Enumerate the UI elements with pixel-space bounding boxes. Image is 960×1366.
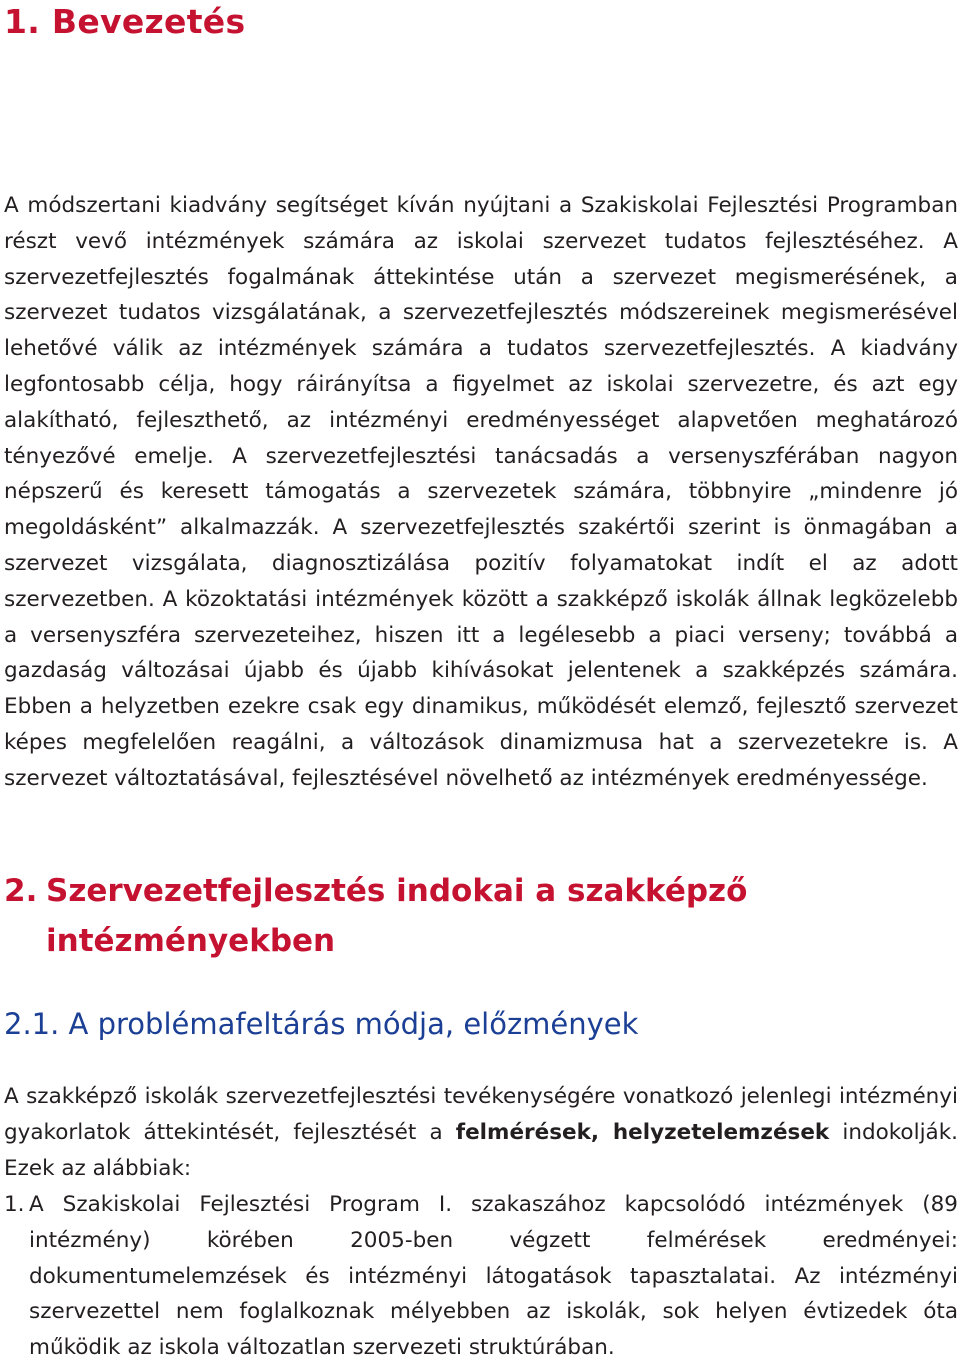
paragraph-text-start: A szakképző iskolák szervezetfejlesztési tevékenységére vonatkozó jelenlegi intézményi gyakorlatok áttekintését, fejlesztését a — [4, 1084, 958, 1145]
section-2-title-line-2: intézményekben — [46, 923, 336, 959]
section-2-title-line-1: Szervezetfejlesztés indokai a szakképző — [46, 873, 748, 909]
section-1-paragraph: A módszertani kiadvány segítséget kíván nyújtani a Szakiskolai Fejlesztési Programban részt vevő intézmények számára az iskolai szervezet tudatos fejlesztéséhez. A szervezetfejlesztés fogalmának áttekintése után a szervezet megismerésének, a szervezet tudatos vizsgálatának, a szervezetfejlesztés módszereinek megismerésével lehetővé válik az intézmények számára a tudatos szervezetfejlesztés. A kiadvány legfontosabb célja, hogy ráirányítsa a figyelmet az iskolai szervezetre, és azt egy alakítható, fejleszthető, az intézményi eredményességet alapvetően meghatározó tényezővé emelje. A szervezetfejlesztési tanácsadás a versenyszférában nagyon népszerű és keresett támogatás a szervezetek számára, többnyire „mindenre jó megoldásként” alkalmazzák. A szervezetfejlesztés szakértői szerint is önmagában a szervezet vizsgálata, diagnosztizálása pozitív folyamatokat indít el az adott szervezetben. A közoktatási intézmények között a szakképző iskolák állnak legközelebb a versenyszféra szervezeteihez, hiszen itt a legélesebb a piaci verseny; továbbá a gazdaság változásai újabb és újabb kihívásokat jelentenek a szakképzés számára. Ebben a helyzetben ezekre csak egy dinamikus, működését elemző, fejlesztő szervezet képes megfelelően reagálni, a változások dinamizmusa hat a szervezetekre is. A szervezet változtatásával, fejlesztésével növelhető az intézmények eredményessége. — [4, 193, 958, 791]
paragraph-bold-text: felmérések, helyzetelemzések — [455, 1119, 830, 1145]
section-2-1-paragraph — [4, 1079, 958, 1186]
section-2-1-heading: 2.1. A problémafeltárás módja, előzmények — [4, 1007, 639, 1041]
section-2-heading — [4, 866, 804, 966]
section-1-heading: 1. Bevezetés — [4, 2, 246, 41]
section-2-number: 2. — [4, 873, 38, 909]
list-item — [4, 1187, 958, 1366]
list-item-number: 1. — [4, 1192, 25, 1217]
list-item-text: A Szakiskolai Fejlesztési Program I. szakaszához kapcsolódó intézmények (89 intézmény) körében 2005-ben végzett felmérések eredményei: dokumentumelemzések és intézményi látogatások tapasztalatai. Az intézményi szervezettel nem foglalkoznak mélyebben az iskolák, sok helyen évtizedek óta működik az iskola változatlan szervezeti struktúrában. — [29, 1192, 958, 1361]
paragraph-text-end: indokolják. Ezek az alábbiak: — [4, 1119, 958, 1181]
